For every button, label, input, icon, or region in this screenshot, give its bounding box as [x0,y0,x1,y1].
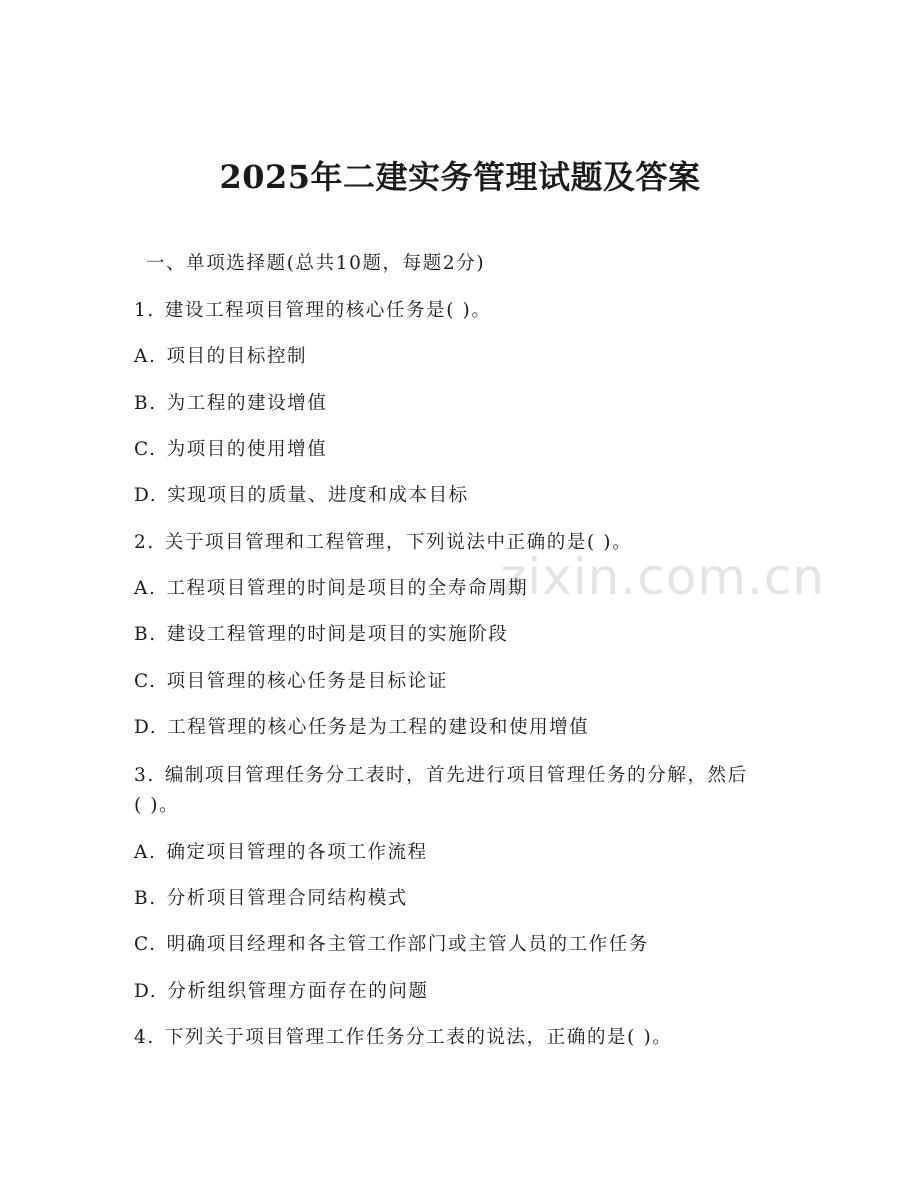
option-text: 分析项目管理合同结构模式 [166,888,408,909]
option-text: 分析组织管理方面存在的问题 [167,981,429,1002]
option-2d [134,715,589,741]
option-letter: A. [134,842,157,863]
question-number: 2. [134,532,155,553]
question-4 [134,1025,672,1051]
option-3a [134,840,428,866]
option-text: 项目管理的核心任务是目标论证 [166,671,448,692]
option-text: 为项目的使用增值 [166,439,328,460]
option-text: 建设工程管理的时间是项目的实施阶段 [166,624,509,645]
question-text: 建设工程项目管理的核心任务是( )。 [164,300,492,321]
option-text: 明确项目经理和各主管工作部门或主管人员的工作任务 [166,934,649,955]
option-letter: B. [134,888,157,909]
option-letter: C. [134,934,157,955]
option-letter: D. [134,981,158,1002]
option-text: 工程管理的核心任务是为工程的建设和使用增值 [167,717,590,738]
option-letter: B. [134,393,157,414]
option-2c [134,669,448,695]
section-heading: 一、单项选择题(总共10题，每题2分) [146,253,486,274]
option-letter: D. [134,717,158,738]
option-letter: C. [134,439,157,460]
question-3-continued [134,793,179,819]
option-1c [134,437,327,463]
question-2 [134,530,632,556]
question-text: 编制项目管理任务分工表时，首先进行项目管理任务的分解，然后 [164,765,748,786]
option-letter: A. [134,578,157,599]
watermark: zixin.com.cn [500,548,826,606]
question-text: ( )。 [134,795,180,816]
question-3 [134,763,748,789]
option-letter: D. [134,485,158,506]
option-text: 为工程的建设增值 [166,393,328,414]
option-text: 实现项目的质量、进度和成本目标 [167,485,469,506]
option-1b [134,391,328,417]
option-text: 项目的目标控制 [166,346,308,367]
option-letter: A. [134,346,157,367]
option-text: 工程项目管理的时间是项目的全寿命周期 [166,578,529,599]
question-1 [134,298,491,324]
option-2b [134,622,508,648]
option-letter: B. [134,624,157,645]
question-number: 1. [134,300,155,321]
question-number: 4. [134,1027,155,1048]
option-3c [134,932,649,958]
page-title: 2025年二建实务管理试题及答案 [219,158,701,196]
question-text: 下列关于项目管理工作任务分工表的说法，正确的是( )。 [164,1027,673,1048]
option-3b [134,886,408,912]
option-3d [134,979,429,1005]
option-letter: C. [134,671,157,692]
question-number: 3. [134,765,155,786]
question-text: 关于项目管理和工程管理，下列说法中正确的是( )。 [164,532,633,553]
option-1d [134,483,469,509]
option-2a [134,576,528,602]
option-1a [134,344,307,370]
option-text: 确定项目管理的各项工作流程 [166,842,428,863]
